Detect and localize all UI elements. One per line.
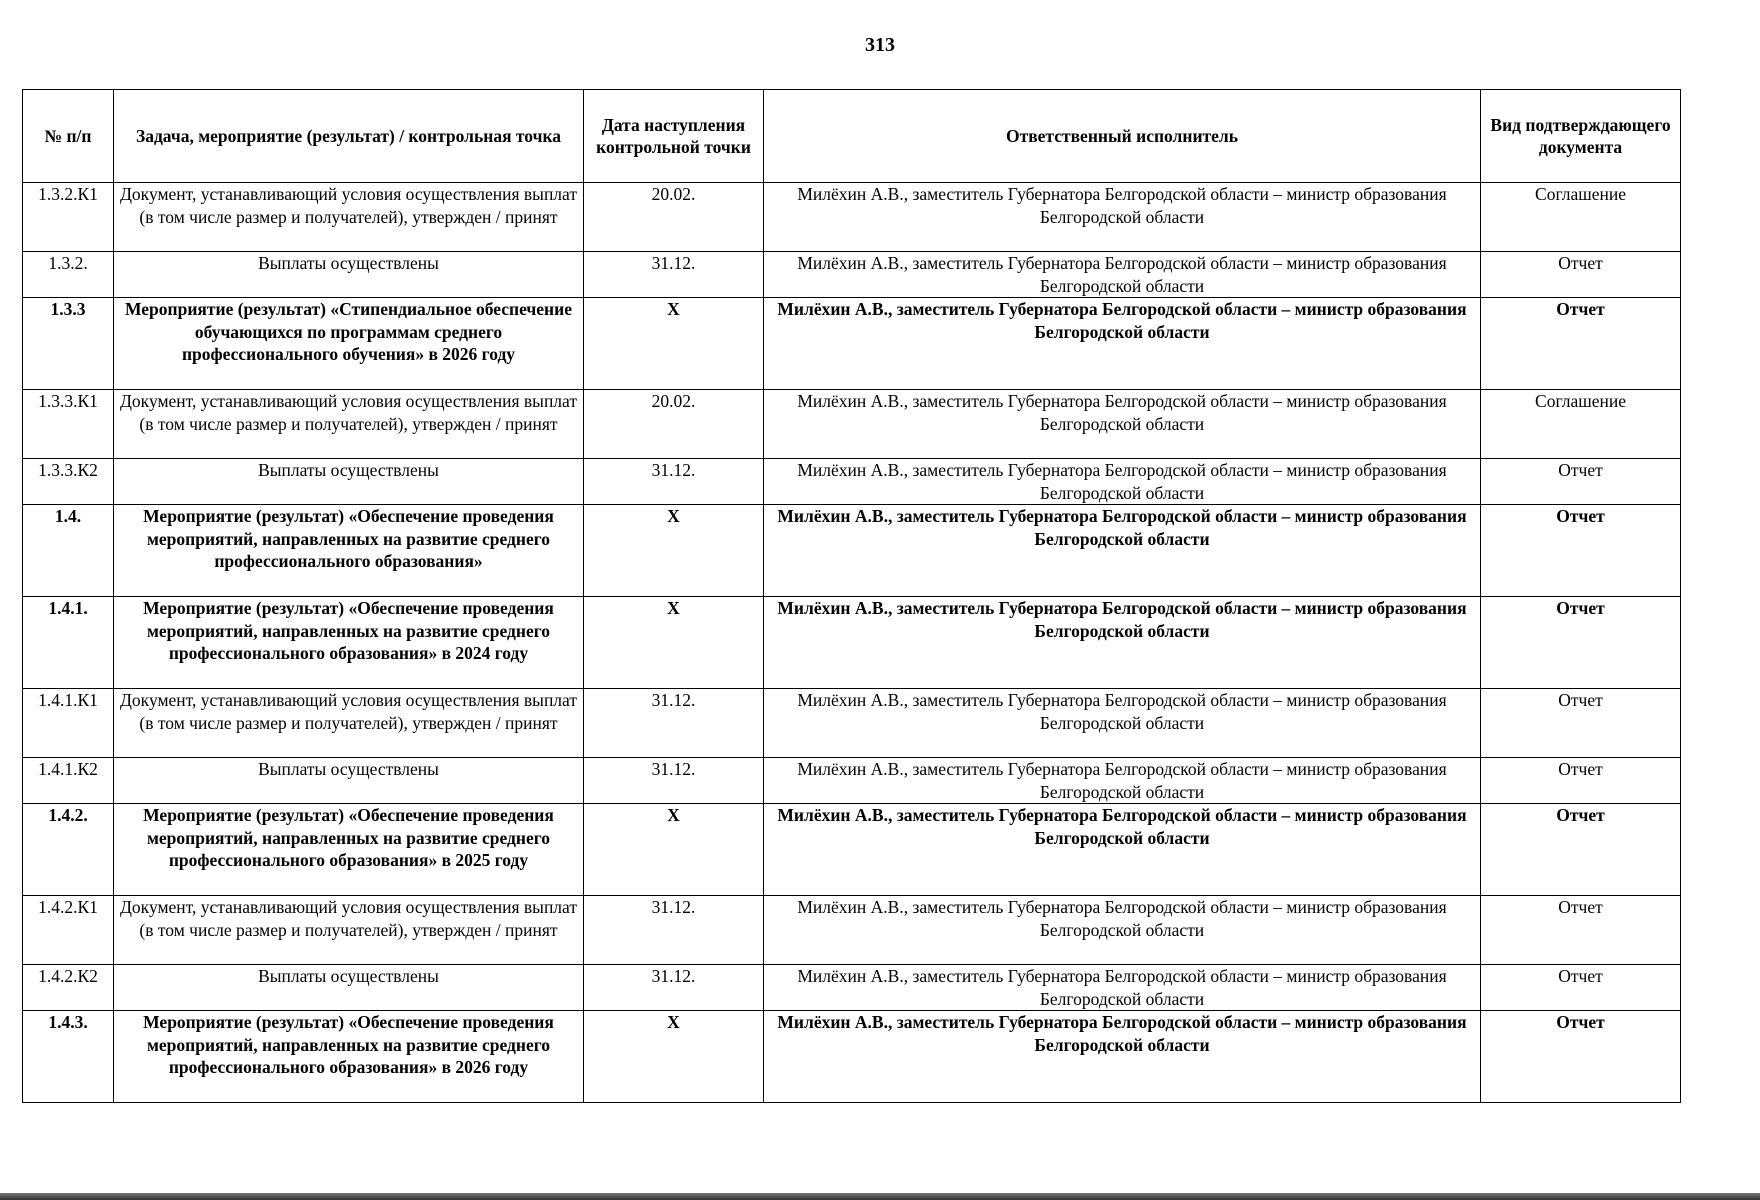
row-task: Мероприятие (результат) «Обеспечение проведения мероприятий, направленных на развитие среднего профессионального образования» в 2024 году — [114, 597, 584, 689]
row-document-type: Отчет — [1481, 298, 1681, 390]
row-date: 31.12. — [584, 965, 764, 1011]
row-document-type: Отчет — [1481, 1011, 1681, 1103]
row-number: 1.3.2.К1 — [23, 183, 114, 252]
row-task: Документ, устанавливающий условия осуществления выплат (в том числе размер и получателей), утвержден / принят — [114, 896, 584, 965]
row-task: Мероприятие (результат) «Обеспечение проведения мероприятий, направленных на развитие среднего профессионального образования» в 2026 году — [114, 1011, 584, 1103]
row-number: 1.3.3 — [23, 298, 114, 390]
row-number: 1.3.3.К1 — [23, 390, 114, 459]
header-executor: Ответственный исполнитель — [764, 90, 1481, 183]
table-row — [23, 183, 1681, 252]
row-task: Выплаты осуществлены — [114, 965, 584, 1011]
row-number: 1.4.1. — [23, 597, 114, 689]
table-row — [23, 597, 1681, 689]
header-doc: Вид подтверждающего документа — [1481, 90, 1681, 183]
row-document-type: Отчет — [1481, 758, 1681, 804]
table-row — [23, 804, 1681, 896]
row-document-type: Отчет — [1481, 505, 1681, 597]
row-executor: Милёхин А.В., заместитель Губернатора Белгородской области – министр образования Белгородской области — [764, 896, 1481, 965]
table-row — [23, 459, 1681, 505]
table-row — [23, 298, 1681, 390]
row-task: Выплаты осуществлены — [114, 758, 584, 804]
row-document-type: Отчет — [1481, 252, 1681, 298]
row-executor: Милёхин А.В., заместитель Губернатора Белгородской области – министр образования Белгородской области — [764, 758, 1481, 804]
row-date: Х — [584, 804, 764, 896]
table-header-row — [23, 90, 1681, 183]
row-executor: Милёхин А.В., заместитель Губернатора Белгородской области – министр образования Белгородской области — [764, 689, 1481, 758]
table-body — [23, 183, 1681, 1103]
row-number: 1.4.1.К1 — [23, 689, 114, 758]
row-executor: Милёхин А.В., заместитель Губернатора Белгородской области – министр образования Белгородской области — [764, 298, 1481, 390]
row-number: 1.4.3. — [23, 1011, 114, 1103]
row-date: Х — [584, 298, 764, 390]
row-number: 1.3.2. — [23, 252, 114, 298]
scan-edge — [0, 1193, 1760, 1200]
table-row — [23, 896, 1681, 965]
row-number: 1.4.2.К1 — [23, 896, 114, 965]
row-executor: Милёхин А.В., заместитель Губернатора Белгородской области – министр образования Белгородской области — [764, 804, 1481, 896]
plan-table — [22, 89, 1681, 1103]
header-date: Дата наступления контрольной точки — [584, 90, 764, 183]
row-document-type: Отчет — [1481, 965, 1681, 1011]
row-task: Документ, устанавливающий условия осуществления выплат (в том числе размер и получателей), утвержден / принят — [114, 689, 584, 758]
row-date: 31.12. — [584, 252, 764, 298]
row-executor: Милёхин А.В., заместитель Губернатора Белгородской области – министр образования Белгородской области — [764, 1011, 1481, 1103]
table-row — [23, 252, 1681, 298]
row-number: 1.3.3.К2 — [23, 459, 114, 505]
row-executor: Милёхин А.В., заместитель Губернатора Белгородской области – министр образования Белгородской области — [764, 597, 1481, 689]
table-row — [23, 758, 1681, 804]
row-date: Х — [584, 597, 764, 689]
row-task: Документ, устанавливающий условия осуществления выплат (в том числе размер и получателей), утвержден / принят — [114, 390, 584, 459]
row-document-type: Отчет — [1481, 689, 1681, 758]
row-task: Мероприятие (результат) «Обеспечение проведения мероприятий, направленных на развитие среднего профессионального образования» в 2025 году — [114, 804, 584, 896]
row-task: Выплаты осуществлены — [114, 459, 584, 505]
header-task: Задача, мероприятие (результат) / контрольная точка — [114, 90, 584, 183]
row-date: 31.12. — [584, 459, 764, 505]
row-date: Х — [584, 505, 764, 597]
row-task: Мероприятие (результат) «Обеспечение проведения мероприятий, направленных на развитие среднего профессионального образования» — [114, 505, 584, 597]
row-document-type: Соглашение — [1481, 183, 1681, 252]
row-executor: Милёхин А.В., заместитель Губернатора Белгородской области – министр образования Белгородской области — [764, 505, 1481, 597]
row-document-type: Отчет — [1481, 459, 1681, 505]
row-date: 31.12. — [584, 758, 764, 804]
row-executor: Милёхин А.В., заместитель Губернатора Белгородской области – министр образования Белгородской области — [764, 459, 1481, 505]
table-row — [23, 390, 1681, 459]
row-document-type: Отчет — [1481, 597, 1681, 689]
row-date: 20.02. — [584, 183, 764, 252]
row-document-type: Соглашение — [1481, 390, 1681, 459]
row-executor: Милёхин А.В., заместитель Губернатора Белгородской области – министр образования Белгородской области — [764, 183, 1481, 252]
header-num: № п/п — [23, 90, 114, 183]
row-executor: Милёхин А.В., заместитель Губернатора Белгородской области – министр образования Белгородской области — [764, 965, 1481, 1011]
row-number: 1.4.2. — [23, 804, 114, 896]
row-executor: Милёхин А.В., заместитель Губернатора Белгородской области – министр образования Белгородской области — [764, 252, 1481, 298]
row-document-type: Отчет — [1481, 804, 1681, 896]
table-row — [23, 1011, 1681, 1103]
table-row — [23, 505, 1681, 597]
row-task: Выплаты осуществлены — [114, 252, 584, 298]
row-number: 1.4. — [23, 505, 114, 597]
row-date: 20.02. — [584, 390, 764, 459]
row-task: Документ, устанавливающий условия осуществления выплат (в том числе размер и получателей), утвержден / принят — [114, 183, 584, 252]
row-task: Мероприятие (результат) «Стипендиальное обеспечение обучающихся по программам среднего профессионального обучения» в 2026 году — [114, 298, 584, 390]
table-row — [23, 965, 1681, 1011]
table-row — [23, 689, 1681, 758]
row-document-type: Отчет — [1481, 896, 1681, 965]
page-number: 313 — [865, 34, 895, 56]
row-date: 31.12. — [584, 689, 764, 758]
row-date: Х — [584, 1011, 764, 1103]
row-number: 1.4.1.К2 — [23, 758, 114, 804]
row-executor: Милёхин А.В., заместитель Губернатора Белгородской области – министр образования Белгородской области — [764, 390, 1481, 459]
row-number: 1.4.2.К2 — [23, 965, 114, 1011]
row-date: 31.12. — [584, 896, 764, 965]
